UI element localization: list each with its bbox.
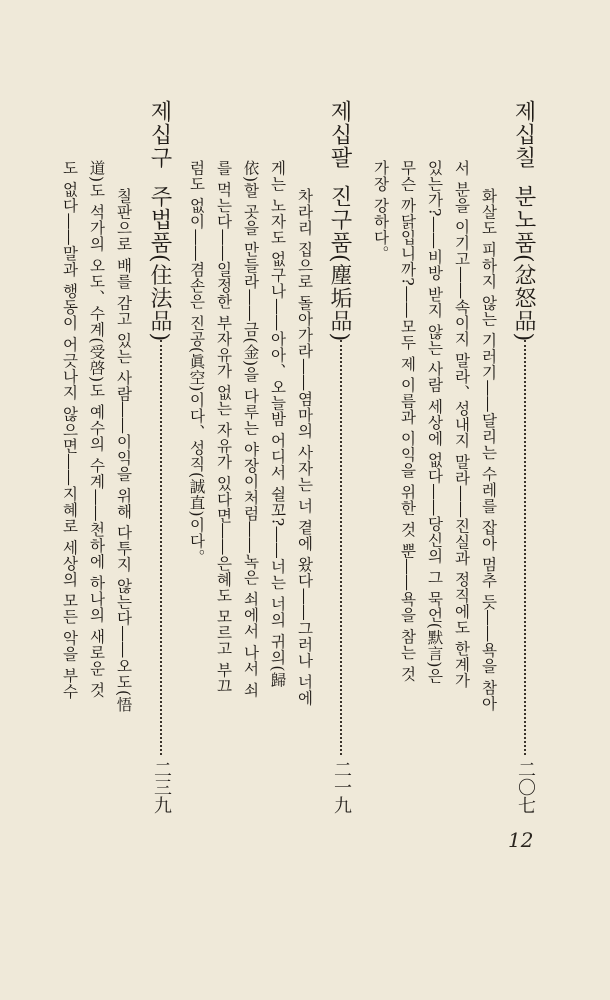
section-17-leader [524,340,526,755]
section-19-page-ref: 二三九 [151,760,172,814]
section-18-number: 제십팔 [327,100,352,169]
section-17-page-ref: 二〇七 [515,760,536,814]
section-18-line-3: 依)할 곳을 만들라――금(金)을 다루는 야장이처럼――녹은 쇠에서 나서 쇠 [241,160,260,698]
section-17-line-4: 무슨 까닭입니까?――모두 제 이름과 이익을 위한 것 뿐――욕을 참는 것 [398,160,417,682]
section-19-line-2: 道)도 석가의 오도、수계(受啓)도 예수의 수계――천하에 하나의 새로운 것 [87,160,106,698]
section-17-line-1: 화살도 피하지 않는 기러기――달리는 수레를 잡아 멈추 듯――욕을 참아 [479,188,498,712]
section-19-leader [160,340,162,755]
section-18-line-5: 럼도 없이――겸손은 진공(眞空)이다、성직(誠直)이다。 [187,160,206,566]
section-18-leader [340,340,342,755]
page-number: 12 [508,828,534,852]
section-18-line-1: 차라리 집으로 돌아가라――염마의 사자는 너 곁에 왔다――그러나 너에 [295,188,314,706]
section-18-page-ref: 二一九 [331,760,352,814]
section-18-line-2: 게는 노자도 없구나――아아、오늘밤 어디서 쉴꼬?――너는 너의 귀의(歸 [268,160,287,688]
section-17-line-2: 서 분을 이기고――속이지 말라、성내지 말라――진실과 정직에도 한계가 [452,160,471,689]
section-18-title: 진구품(塵垢品) [327,185,352,343]
section-19-line-1: 칠판으로 배를 감고 있는 사람――이익을 위해 다투지 않는다――오도(悟 [114,188,133,713]
section-19-title: 주법품(住法品) [147,185,172,343]
section-17-title: 분노품(忿怒品) [511,185,536,343]
section-18-line-4: 를 먹는다――일정한 부자유가 없는 자유가 있다면――은혜도 모르고 부끄 [214,160,233,694]
section-17-line-5: 가장 강하다。 [371,160,390,262]
section-17-number: 제십칠 [511,100,536,169]
section-19-number: 제십구 [147,100,172,169]
section-19-line-3: 도 없다――말과 행동이 어긋나지 않으면――지혜로 세상의 모든 악을 부수 [60,160,79,700]
section-17-line-3: 있는가?――비방 받지 않는 사람 세상에 없다――당신의 그 묵언(默言)은 [425,160,444,684]
